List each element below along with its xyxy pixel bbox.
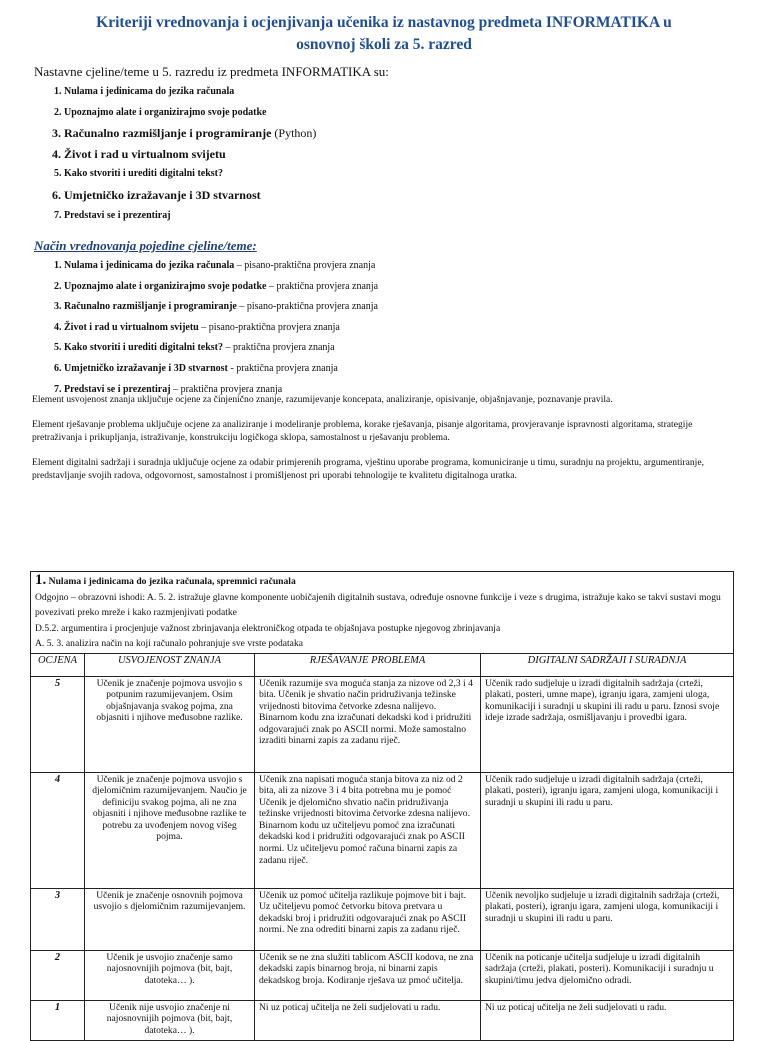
- unit-item: 2. Upoznajmo alate i organizirajmo svoje podatke: [64, 103, 316, 124]
- outcome-a53: A. 5. 3. analizira način na koji računalo pohranjuje sve vrste podataka: [35, 638, 303, 649]
- outcome-a52: Odgojno – obrazovni ishodi: A. 5. 2. istražuje glavne komponente uobičajenih digitalnih sustava, određuje osnovne funkcije i veze s drugima, istražuje kako se takvi sustavi mogu povezivati preko mreže i kako razmjenjivati podatke: [35, 591, 721, 618]
- digital-cell: Učenik na poticanje učitelja sudjeluje u izradi digitalnih sadržaja (crteži, plakati, posteri). Komunikaciji i suradnju u skupini/timu jedva djelomično odradi.: [481, 950, 734, 1000]
- units-list: [30, 82, 316, 226]
- problem-cell: Učenik se ne zna služiti tablicom ASCII kodova, ne zna dekadski zapis binarnog broja, ni binarni zapis dekadskog broja. Kodiranje rješava uz pmoć učitelja.: [255, 950, 481, 1000]
- title-line-1: Kriteriji vrednovanja i ocjenjivanja učenika iz nastavnog predmeta INFORMATIKA u: [96, 14, 672, 31]
- table-row: [31, 1000, 734, 1040]
- outcome-d52: D.5.2. argumentira i procjenjuje važnost zbrinjavanja elektroničkog otpada te objašnjava postupke njegovog zbrinjavanja: [35, 622, 501, 634]
- criteria-table: [30, 571, 734, 1041]
- table-row: [31, 676, 734, 772]
- method-item: 4. Život i rad u virtualnom svijetu – pisano-praktična provjera znanja: [64, 318, 378, 339]
- element-paragraph-digital: Element digitalni sadržaji i suradnja uključuje ocjene za odabir primjerenih programa, vještinu uporabe programa, komuniciranje u timu, suradnju na projektu, argumentiranje, predstavljanje svojih radova, odgovornost, samostalnost i promišljenost pri uporabi tehnologije te kvalitetu digitalnoga uratka.: [32, 457, 704, 481]
- table-row: [31, 950, 734, 1000]
- unit-title: Nulama i jedinicama do jezika računala, spremnici računala: [46, 576, 296, 587]
- method-item: 5. Kako stvoriti i urediti digitalni tekst? – praktična provjera znanja: [64, 338, 378, 359]
- table-header-row: [31, 572, 734, 654]
- table-row: [31, 772, 734, 888]
- digital-cell: Učenik rado sudjeluje u izradi digitalnih sadržaja (crteži, plakati, posteri), igranju igara, zamjeni uloga, komunikaciji i suradnji u skupini ili radu u paru.: [481, 772, 734, 888]
- unit-item: 6. Umjetničko izražavanje i 3D stvarnost: [64, 185, 316, 206]
- knowledge-cell: Učenik je značenje pojmova usvojio s djelomičnim razumijevanjem. Naučio je definiciju svakog pojma, ali ne zna objasniti i njihove međusobne razlike te potrebu za uvođenjem novog višeg pojma.: [85, 772, 255, 888]
- grade-cell: 1: [31, 1000, 85, 1040]
- knowledge-cell: Učenik nije usvojio značenje ni najosnovnijih pojmova (bit, bajt, datoteka… ).: [85, 1000, 255, 1040]
- method-item: 7. Predstavi se i prezentiraj – praktična provjera znanja: [64, 380, 378, 401]
- intro-bold: Nastavne cjeline/teme: [34, 64, 150, 79]
- methods-list: [30, 256, 378, 400]
- problem-cell: Učenik zna napisati moguća stanja bitova za niz od 2 bita, ali za nizove 3 i 4 bita potrebna mu je pomoć Učenik je djelomično shvatio način pridruživanja težinske vrijednosti bitovima četvorke zdesna nalijevo. Binarnom kodu uz učiteljevu pomoć zna izračunati dekadski kod i pridružiti odgovarajući znak po ASCII normi. Uz učiteljevu pomoć računa binarni zapis za zadanu riječ.: [255, 772, 481, 888]
- col-header-problem: RJEŠAVANJE PROBLEMA: [255, 653, 481, 676]
- method-item: 1. Nulama i jedinicama do jezika računala – pisano-praktična provjera znanja: [64, 256, 378, 277]
- problem-cell: Ni uz poticaj učitelja ne želi sudjelovati u radu.: [255, 1000, 481, 1040]
- unit-item: 7. Predstavi se i prezentiraj: [64, 206, 316, 227]
- method-item: 3. Računalno razmišljanje i programiranje – pisano-praktična provjera znanja: [64, 297, 378, 318]
- column-header-row: [31, 653, 734, 676]
- unit-item: 5. Kako stvoriti i urediti digitalni tekst?: [64, 164, 316, 185]
- unit-number: 1.: [35, 572, 47, 588]
- intro-line: [34, 64, 389, 80]
- page-title: [0, 12, 768, 56]
- grade-cell: 2: [31, 950, 85, 1000]
- table-heading-cell: [31, 572, 734, 654]
- knowledge-cell: Učenik je značenje osnovnih pojmova usvojio s djelomičnim razumijevanjem.: [85, 888, 255, 950]
- unit-item: 1. Nulama i jedinicama do jezika računala: [64, 82, 316, 103]
- digital-cell: Učenik rado sudjeluje u izradi digitalnih sadržaja (crteži, plakati, posteri, umne mape), igranju igara, zamjeni uloga, komunikaciji i suradnji u skupini ili radu u paru. Iznosi svoje ideje izrade sadržaja, osmišljavanju i provedbi igara.: [481, 676, 734, 772]
- element-paragraph-knowledge: Element usvojenost znanja uključuje ocjene za činjenično znanje, razumijevanje koncepata, analiziranje, opisivanje, objašnjavanje, poznavanje pravila.: [32, 394, 613, 405]
- method-item: 2. Upoznajmo alate i organizirajmo svoje podatke – praktična provjera znanja: [64, 277, 378, 298]
- grade-cell: 3: [31, 888, 85, 950]
- intro-rest: u 5. razredu iz predmeta INFORMATIKA su:: [149, 64, 389, 79]
- grade-cell: 5: [31, 676, 85, 772]
- digital-cell: Učenik nevoljko sudjeluje u izradi digitalnih sadržaja (crteži, plakati, posteri), igranju igara, zamjeni uloga, komunikaciji i suradnji u skupini ili radu u paru.: [481, 888, 734, 950]
- problem-cell: Učenik uz pomoć učitelja razlikuje pojmove bit i bajt. Uz učiteljevu pomoć četvorku bitova pretvara u dekadski broj i pridružiti odgovarajući znak po ASCII normi. Ne zna odrediti binarni zapis za zadanu riječ.: [255, 888, 481, 950]
- unit-item: 4. Život i rad u virtualnom svijetu: [64, 144, 316, 165]
- unit-item: 3. Računalno razmišljanje i programiranje (Python): [64, 123, 316, 144]
- method-heading: Način vrednovanja pojedine cjeline/teme:: [34, 238, 257, 253]
- knowledge-cell: Učenik je značenje pojmova usvojio s potpunim razumijevanjem. Osim objašnjavanja svakog pojma, zna objasniti i njihove međusobne razlike.: [85, 676, 255, 772]
- col-header-digital: DIGITALNI SADRŽAJI I SURADNJA: [481, 653, 734, 676]
- knowledge-cell: Učenik je usvojio značenje samo najosnovnijih pojmova (bit, bajt, datoteka… ).: [85, 950, 255, 1000]
- method-item: 6. Umjetničko izražavanje i 3D stvarnost - praktična provjera znanja: [64, 359, 378, 380]
- col-header-grade: OCJENA: [31, 653, 85, 676]
- col-header-knowledge: USVOJENOST ZNANJA: [85, 653, 255, 676]
- element-paragraph-problem: Element rješavanje problema uključuje ocjene za analiziranje i modeliranje problema, korake rješavanja, pisanje algoritama, provjeravanje ispravnosti algoritama, strategije pretraživanja i prikupljanja, istraživanje, konstrukciju logičkoga sklopa, samostalnost u rješavanju problema.: [32, 419, 693, 443]
- digital-cell: Ni uz poticaj učitelja ne želi sudjelovati u radu.: [481, 1000, 734, 1040]
- grade-cell: 4: [31, 772, 85, 888]
- title-line-2: osnovnoj školi za 5. razred: [296, 36, 472, 53]
- problem-cell: Učenik razumije sva moguća stanja za nizove od 2,3 i 4 bita. Učenik je shvatio način pridruživanja težinske vrijednosti bitovima četvorke zdesna nalijevo. Binarnom kodu zna izračunati dekadski kod i pridružiti odgovarajući znak po ASCII normi. Može samostalno izraditi binarni zapis za zadanu riječ.: [255, 676, 481, 772]
- table-row: [31, 888, 734, 950]
